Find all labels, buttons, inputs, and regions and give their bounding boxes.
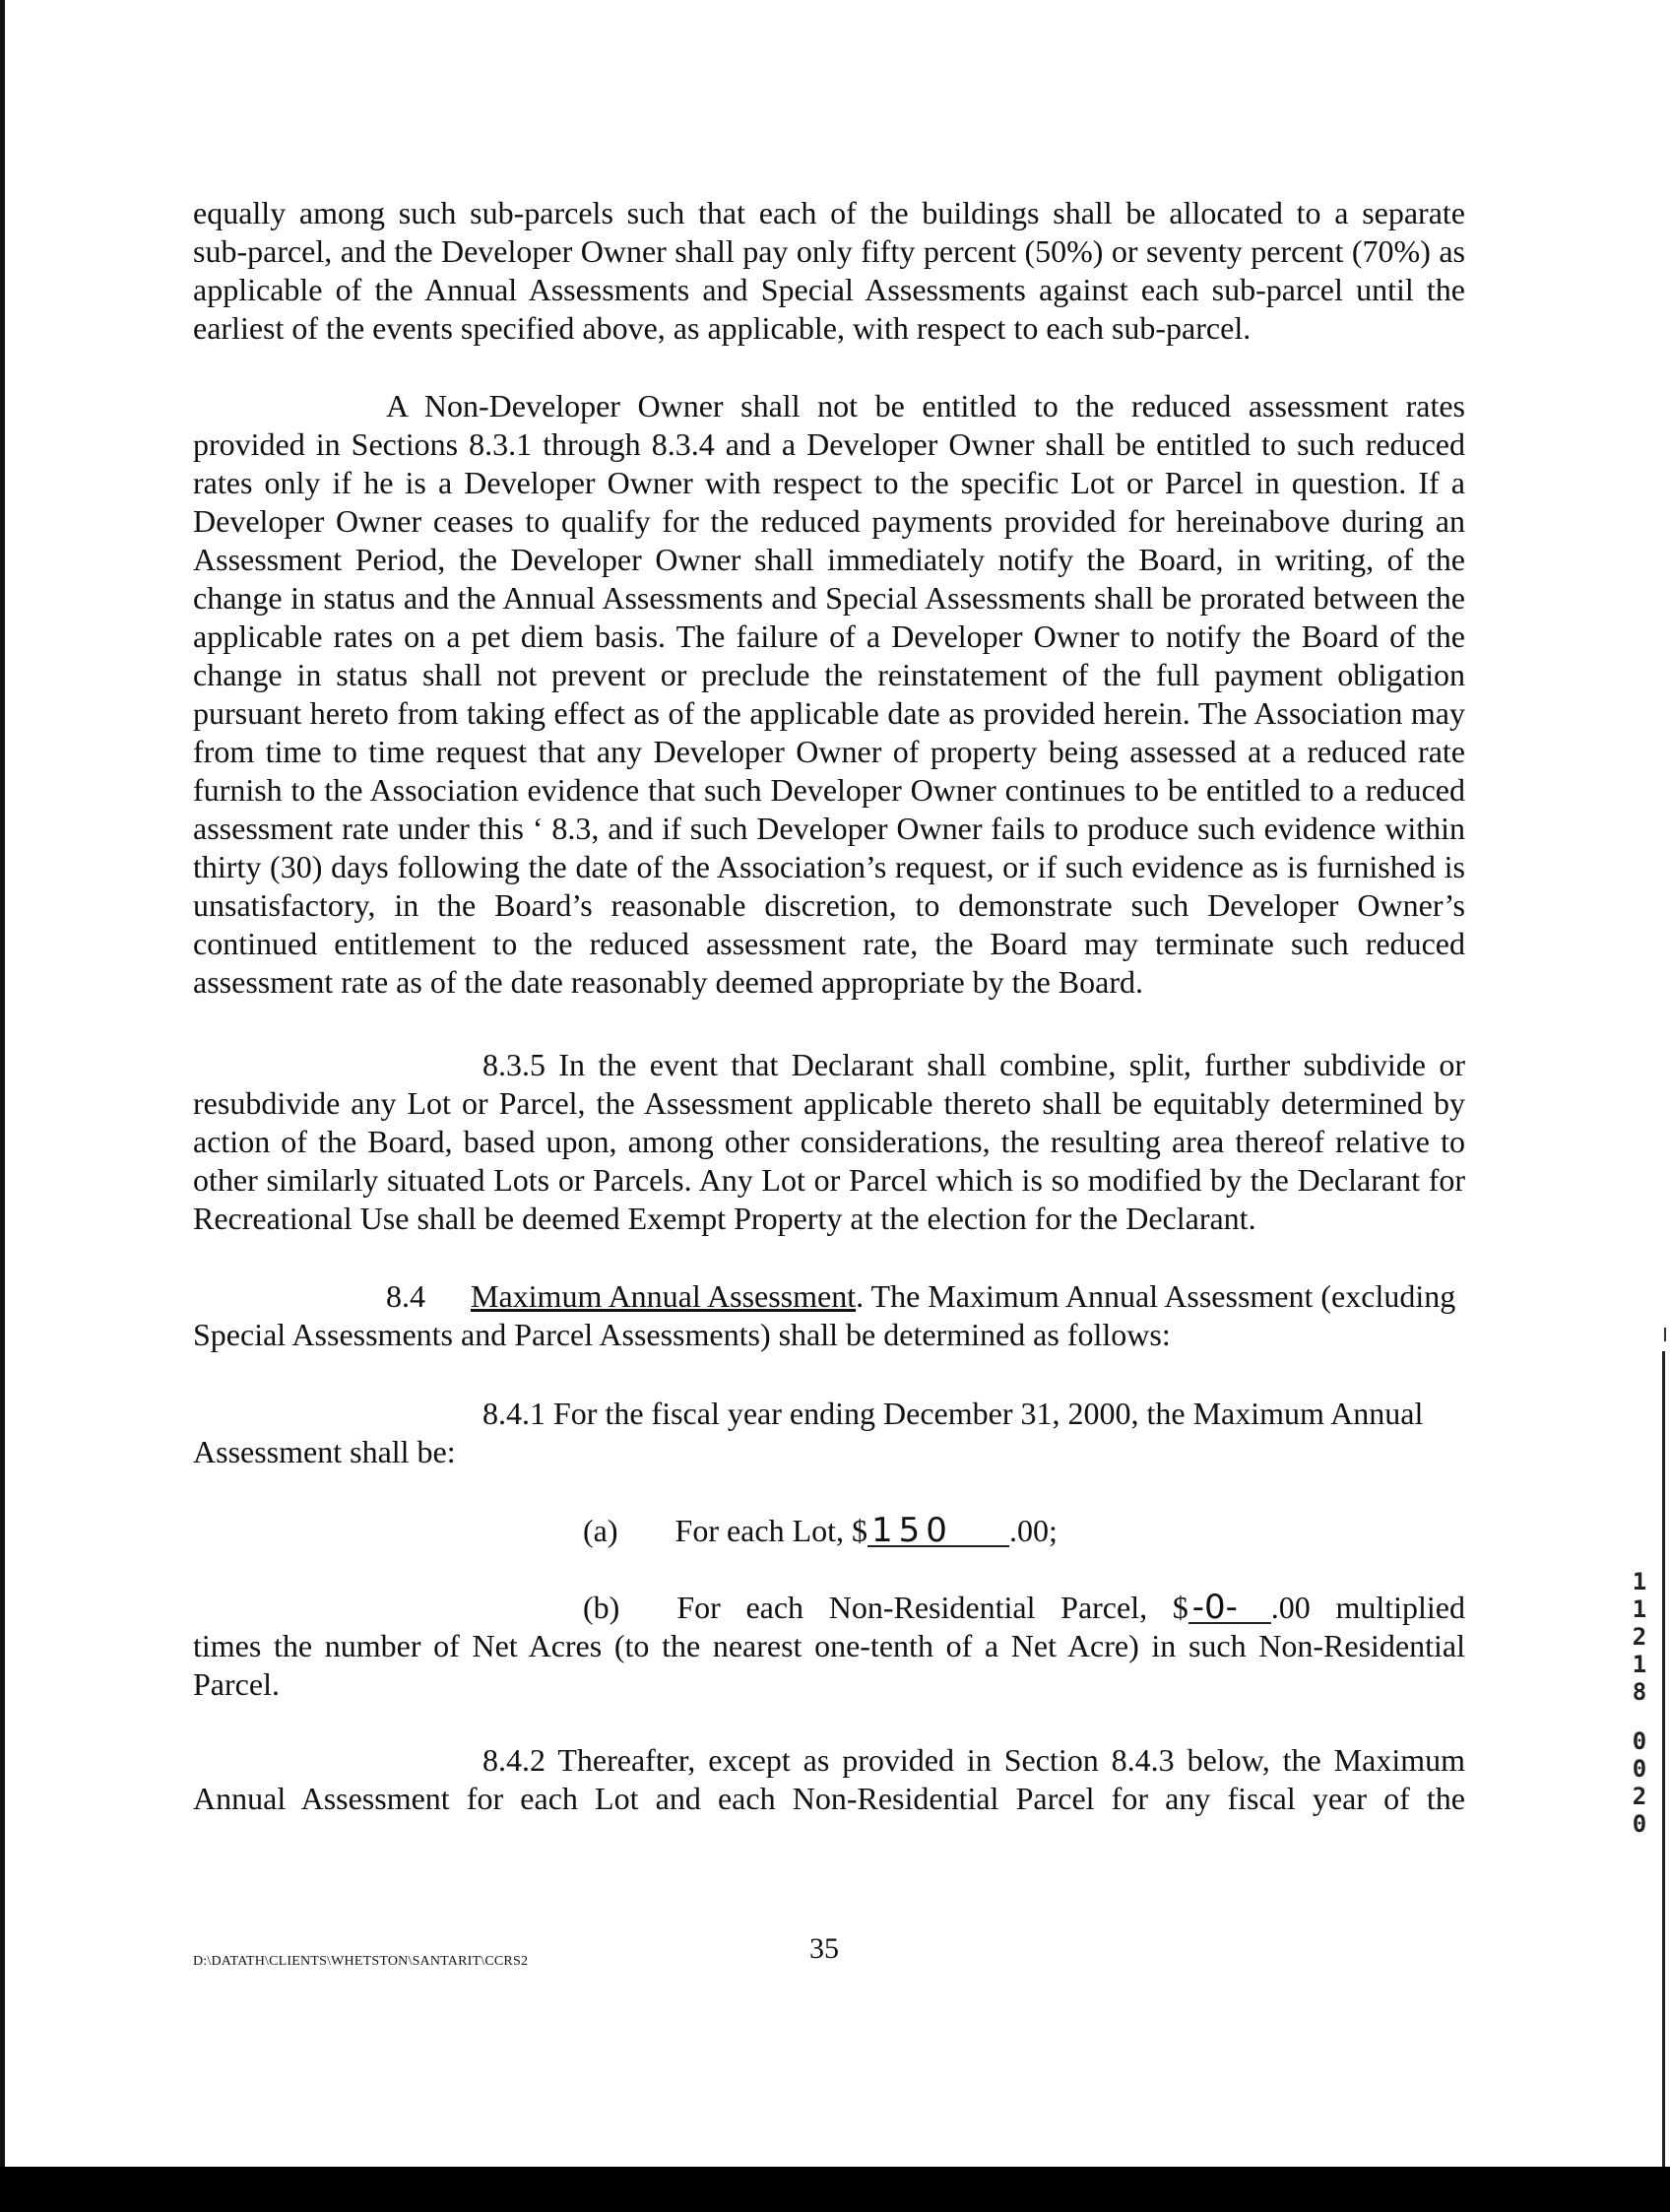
- paragraph-1: [193, 194, 1465, 348]
- stamp-char: 0: [1632, 1755, 1647, 1783]
- paragraph-line: thirty (30) days following the date of the Association’s request, or if such evidence as is furnished is: [193, 849, 1465, 884]
- paragraph-line: Assessment Period, the Developer Owner shall immediately notify the Board, in writing, of the: [193, 542, 1465, 577]
- paragraph-line: change in status and the Annual Assessments and Special Assessments shall be prorated between the: [193, 580, 1465, 616]
- paragraph-line: earliest of the events specified above, as applicable, with respect to each sub-parcel.: [193, 310, 1252, 346]
- paragraph-line: Annual Assessment for each Lot and each Non-Residential Parcel for any fiscal year of the: [193, 1781, 1465, 1816]
- paragraph-line: unsatisfactory, in the Board’s reasonable discretion, to demonstrate such Developer Owner’s: [193, 887, 1465, 923]
- paragraph-line: provided in Sections 8.3.1 through 8.3.4 and a Developer Owner shall be entitled to such reduced: [193, 426, 1465, 462]
- scan-edge-left: [0, 0, 5, 2167]
- item-label: (b): [583, 1590, 620, 1625]
- section-8-4: [193, 1277, 1465, 1354]
- paragraph-line: equally among such sub-parcels such that each of the buildings shall be allocated to a separate: [193, 195, 1465, 230]
- paragraph-line: Developer Owner ceases to qualify for the reduced payments provided for hereinabove during an: [193, 503, 1465, 539]
- section-text: . The Maximum Annual Assessment (excluding: [856, 1278, 1456, 1314]
- stamp-char: 1: [1632, 1651, 1647, 1678]
- paragraph-line: assessment rate as of the date reasonably deemed appropriate by the Board.: [193, 964, 1143, 1000]
- paragraph-line: change in status shall not prevent or preclude the reinstatement of the full payment obligation: [193, 657, 1465, 692]
- paragraph-line: 8.4.2 Thereafter, except as provided in Section 8.4.3 below, the Maximum: [482, 1742, 1465, 1778]
- paragraph-line: other similarly situated Lots or Parcels. Any Lot or Parcel which is so modified by the Declarant for: [193, 1162, 1465, 1198]
- item-text: For each Lot, $: [674, 1513, 868, 1548]
- item-a: [583, 1512, 1469, 1550]
- paragraph-line: from time to time request that any Developer Owner of property being assessed at a reduced rate: [193, 734, 1465, 769]
- section-heading: Maximum Annual Assessment: [471, 1278, 857, 1314]
- section-8-3-5: [193, 1046, 1465, 1238]
- paragraph-line: Special Assessments and Parcel Assessments) shall be determined as follows:: [193, 1317, 1171, 1352]
- handwritten-amount: -0-: [1188, 1593, 1271, 1624]
- paragraph-line: rates only if he is a Developer Owner with respect to the specific Lot or Parcel in question. If a: [193, 465, 1465, 500]
- stamp-char: 1: [1632, 1595, 1647, 1623]
- paragraph-2: [193, 387, 1465, 1002]
- paragraph-line: A Non-Developer Owner shall not be entitled to the reduced assessment rates: [386, 388, 1465, 423]
- paragraph-line: applicable rates on a pet diem basis. The failure of a Developer Owner to notify the Board of the: [193, 618, 1465, 654]
- paragraph-line: sub-parcel, and the Developer Owner shall pay only fifty percent (50%) or seventy percent (70%) as: [193, 233, 1465, 269]
- handwritten-amount: 150: [867, 1516, 1009, 1547]
- stamp-char: 8: [1632, 1678, 1647, 1706]
- paragraph-line: times the number of Net Acres (to the nearest one-tenth of a Net Acre) in such Non-Residential: [193, 1628, 1465, 1663]
- stamp-gap: [1625, 1706, 1654, 1727]
- footer-file-path: D:\DATATH\CLIENTS\WHETSTON\SANTARIT\CCRS2: [193, 1954, 529, 1969]
- item-suffix: .00;: [1009, 1513, 1058, 1548]
- stamp-char: 2: [1632, 1783, 1647, 1810]
- scan-mark: [1664, 1328, 1666, 1341]
- stamp-char: 1: [1632, 1568, 1647, 1595]
- stamp-char: 0: [1632, 1727, 1647, 1755]
- paragraph-line: Assessment shall be:: [193, 1434, 456, 1469]
- section-8-4-2: [193, 1741, 1465, 1818]
- section-number: 8.4: [386, 1278, 425, 1314]
- section-8-4-1: [193, 1395, 1465, 1471]
- paragraph-line: pursuant hereto from taking effect as of the applicable date as provided herein. The Association may: [193, 695, 1465, 731]
- item-b-line1: [193, 1589, 1465, 1627]
- paragraph-line: applicable of the Annual Assessments and Special Assessments against each sub-parcel until the: [193, 272, 1465, 307]
- paragraph-line: action of the Board, based upon, among other considerations, the resulting area thereof relative to: [193, 1124, 1465, 1159]
- scan-edge-right: [1662, 1351, 1665, 2167]
- paragraph-line: furnish to the Association evidence that such Developer Owner continues to be entitled to a reduced: [193, 772, 1465, 808]
- paragraph-line: continued entitlement to the reduced assessment rate, the Board may terminate such reduced: [193, 926, 1465, 961]
- item-b: [193, 1589, 1465, 1704]
- item-text: For each Non-Residential Parcel, $: [676, 1590, 1188, 1625]
- page-number: 35: [809, 1932, 839, 1965]
- item-label: (a): [583, 1513, 618, 1548]
- stamp-char: 2: [1632, 1623, 1647, 1651]
- section-8-4-line1: [193, 1277, 1465, 1316]
- paragraph-line: Recreational Use shall be deemed Exempt Property at the election for the Declarant.: [193, 1201, 1256, 1236]
- stamp-char: 0: [1632, 1810, 1647, 1838]
- paragraph-line: assessment rate under this ‘ 8.3, and if such Developer Owner fails to produce such evidence within: [193, 811, 1465, 846]
- paragraph-line: resubdivide any Lot or Parcel, the Assessment applicable thereto shall be equitably determined by: [193, 1085, 1465, 1121]
- paragraph-line: 8.4.1 For the fiscal year ending December 31, 2000, the Maximum Annual: [482, 1396, 1424, 1431]
- paragraph-line: Parcel.: [193, 1666, 280, 1702]
- recording-stamp: [1625, 1568, 1654, 1838]
- item-suffix: .00 multiplied: [1270, 1590, 1466, 1625]
- paragraph-line: 8.3.5 In the event that Declarant shall combine, split, further subdivide or: [482, 1047, 1465, 1082]
